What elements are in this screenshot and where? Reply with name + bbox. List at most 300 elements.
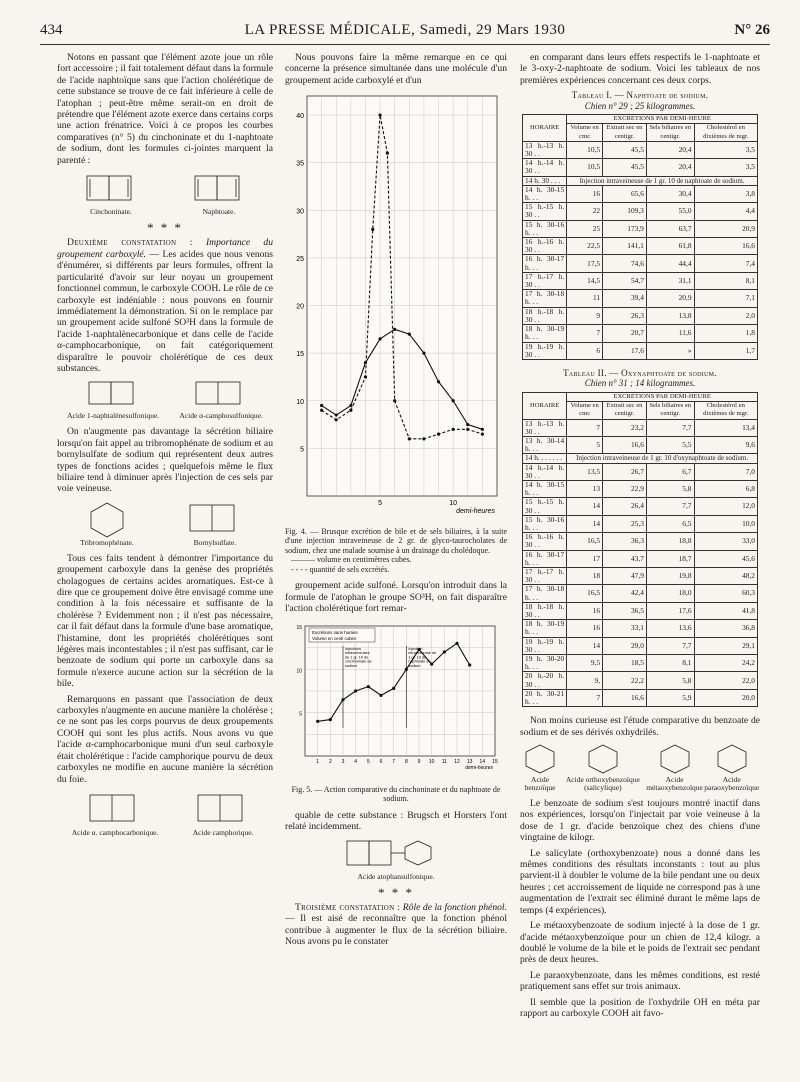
paragraph: Troisième constatation : Rôle de la fonction phénol. — Il est aisé de reconnaître que la fonction phénol contribue à augmenter le flux de la sécrétion biliaire. Nous avons pu le constater xyxy=(285,901,507,948)
cell-horaire: 13 h. 30-14 h. . . xyxy=(523,436,567,453)
data-point xyxy=(437,433,440,436)
data-point xyxy=(422,437,425,440)
legend-solid: ——— volume en centimètres cubes. xyxy=(285,555,412,565)
x-tick-label: 6 xyxy=(379,759,383,766)
data-point xyxy=(468,664,471,667)
formula-row xyxy=(285,837,507,881)
data-point xyxy=(481,428,484,431)
table-row xyxy=(523,672,758,689)
cell-value: 9 xyxy=(567,307,603,324)
cell-value: 6 xyxy=(567,342,603,359)
section-title: Troisième constatation : xyxy=(295,901,401,913)
y-tick-label: 40 xyxy=(296,113,304,121)
cell-horaire: 16 h. 30-17 h. . . xyxy=(523,550,567,567)
cell-value: 39,4 xyxy=(603,290,647,307)
cell-value: 26,3 xyxy=(603,307,647,324)
header-rule xyxy=(40,44,770,45)
cell-value: 3,8 xyxy=(694,185,757,202)
x-tick-label: 2 xyxy=(328,759,332,766)
y-tick-label: 35 xyxy=(296,160,304,168)
cell-value: 36,5 xyxy=(603,602,647,619)
table-row xyxy=(523,141,758,158)
cell-value: 7,0 xyxy=(694,463,757,480)
cell-value: 3,5 xyxy=(694,141,757,158)
column-1 xyxy=(57,52,273,843)
cell-value: 25 xyxy=(567,220,603,237)
data-point xyxy=(329,718,332,721)
cell-value: 22,5 xyxy=(567,238,603,255)
cell-horaire: 15 h. 30-16 h. . . xyxy=(523,515,567,532)
table-row xyxy=(523,159,758,176)
x-axis-label: demi-heures xyxy=(456,508,495,516)
table-row xyxy=(523,637,758,654)
cell-horaire: 15 h. 30-16 h. . . xyxy=(523,220,567,237)
x-tick-label: 1 xyxy=(316,759,320,766)
data-point xyxy=(335,418,338,421)
cell-value: 8,1 xyxy=(646,655,694,672)
cell-horaire: 13 h.-13 h. 30 . . xyxy=(523,141,567,158)
table-row xyxy=(523,620,758,637)
formula-camphoric: Acide camphorique. xyxy=(188,789,258,837)
cell-horaire: 17 h. 30-18 h. . . xyxy=(523,585,567,602)
column-2 xyxy=(285,52,507,952)
data-point xyxy=(349,404,352,407)
column-3 xyxy=(520,52,760,1023)
cell-value: 18,8 xyxy=(646,533,694,550)
y-tick-label: 15 xyxy=(296,351,304,359)
formula-row xyxy=(57,378,273,420)
cell-value: 7 xyxy=(567,325,603,342)
cell-value: 29,1 xyxy=(694,637,757,654)
x-tick-label: 7 xyxy=(392,759,396,766)
table-row xyxy=(523,567,758,584)
formula-row xyxy=(57,499,273,547)
cell-value: 45,5 xyxy=(603,159,647,176)
cell-horaire: 15 h.-15 h. 30 . . xyxy=(523,498,567,515)
table-row xyxy=(523,325,758,342)
cell-horaire: 18 h. 30-19 h. . . xyxy=(523,620,567,637)
data-point xyxy=(408,437,411,440)
table-1-caption: Tableau I. — Naphtoate de sodium. Chien n° 29 ; 25 kilogrammes. xyxy=(571,90,709,111)
col-header-cholesterol: Cholestérol en dixièmes de mgr. xyxy=(694,124,757,141)
table-row-injection xyxy=(523,454,758,463)
paragraph: Nous pouvons faire la même remarque en ce qui concerne la présence simultanée dans une molécule d'un groupement acide carboxylé et d'un xyxy=(285,52,507,86)
cell-value: 26,7 xyxy=(603,463,647,480)
cell-value: 2,0 xyxy=(694,307,757,324)
cell-value: 5,8 xyxy=(646,480,694,497)
legend-dashed: - - - - quantité de sels excrétés. xyxy=(285,564,390,574)
cell-value: 22 xyxy=(567,203,603,220)
cell-value: 31,1 xyxy=(646,272,694,289)
cell-value: 5,5 xyxy=(646,436,694,453)
formula-row xyxy=(520,742,760,792)
cell-horaire: 16 h.-16 h. 30 . . xyxy=(523,533,567,550)
cell-value: 20,0 xyxy=(694,689,757,706)
cell-value: 20,4 xyxy=(646,141,694,158)
cell-value: 20,9 xyxy=(694,220,757,237)
cell-horaire: 16 h. 30-17 h. . . xyxy=(523,255,567,272)
section-title: Deuxième constatation : xyxy=(67,237,193,249)
cell-value: 45,6 xyxy=(694,550,757,567)
cell-value: 47,9 xyxy=(603,567,647,584)
figure-5-caption: Fig. 5. — Action comparative du cinchoninate et du naphtoate de sodium. xyxy=(291,784,501,804)
cell-value: 74,6 xyxy=(603,255,647,272)
data-point xyxy=(466,423,469,426)
x-tick-label: 9 xyxy=(417,759,421,766)
data-point xyxy=(437,380,440,383)
cell-value: 18,0 xyxy=(646,585,694,602)
formula-row xyxy=(57,170,273,216)
cell-value: 10,0 xyxy=(694,515,757,532)
y-tick-label: 25 xyxy=(296,256,304,264)
cell-value: 22,9 xyxy=(603,480,647,497)
paragraph: Remarquons en passant que l'association de deux carboxyles n'augmente en aucune manière la cholérèse ; ce ne sont pas les corps pourvus de deux groupements COOH qui sont les plus actifs. Nous avons vu que l'acide α-camphocarbonique muni d'un seul carboxyle était cholérétique : l'acide camphorique pourvu de deux carboxyles ne modifie en aucune manière la sécrétion du foie. xyxy=(57,693,273,785)
data-point xyxy=(481,433,484,436)
annotation-text: Injection intraveineuse de 1 gr. 10 de naphtoate de sodium xyxy=(408,647,437,669)
annotation-text: Injections intraveineuses de 1 gr. 10 de cinchoninate de sodium xyxy=(345,647,372,669)
cell-value: 20,7 xyxy=(603,325,647,342)
paragraph: Le benzoate de sodium s'est toujours montré inactif dans nos expériences, lorsqu'on l'injectait par voie veineuse à la dose de 1 gr. d'acide benzoïque chez des chiens d'une vingtaine de kilogr. xyxy=(520,798,760,844)
cell-horaire: 17 h. 30-18 h. . . xyxy=(523,290,567,307)
figure-4-caption: Fig. 4. — Brusque excrétion de bile et de sels biliaires, à la suite d'une injection intraveineuse de 2 gr. de glyco-taurocholates de sodium, chez une malade soumise à un drainage du cholédoque. ——— volume en centimètres cubes. - - - - quantité de sels excrétés. xyxy=(285,526,507,574)
paragraph: Le paraoxybenzoate, dans les mêmes conditions, est resté pratiquement sans effet sur trois animaux. xyxy=(520,969,760,993)
cell-value: 17,5 xyxy=(567,255,603,272)
cell-value: 12,0 xyxy=(694,498,757,515)
formula-cinchoninate: Cinchoninate. xyxy=(81,170,141,216)
y-tick-label: 30 xyxy=(296,208,304,216)
data-point xyxy=(392,687,395,690)
cell-horaire: 14 h.-14 h. 30 . . xyxy=(523,463,567,480)
cell-horaire: 15 h.-15 h. 30 . . xyxy=(523,203,567,220)
data-point xyxy=(354,690,357,693)
cell-horaire: 20 h.-20 h. 30 . . xyxy=(523,672,567,689)
paragraph: groupement acide sulfoné. Lorsqu'on introduit dans la formule de l'atophan le groupe SO³H, on fait disparaître l'action cholérétique fort remar- xyxy=(285,580,507,614)
cell-value: 60,3 xyxy=(694,585,757,602)
y-tick-label: 20 xyxy=(296,303,304,311)
cell-value: 13,5 xyxy=(567,463,603,480)
cell-horaire: 20 h. 30-21 h. . . xyxy=(523,689,567,706)
x-tick-label: 8 xyxy=(404,759,408,766)
formula-metaoxybenzoic: Acide métaoxybenzoïque xyxy=(646,742,704,792)
cell-value: 10,5 xyxy=(567,159,603,176)
cell-value: 33,1 xyxy=(603,620,647,637)
formula-row xyxy=(57,789,273,837)
cell-value: 9, xyxy=(567,672,603,689)
cell-value: 141,1 xyxy=(603,238,647,255)
cell-value: 13,8 xyxy=(646,307,694,324)
table-row xyxy=(523,602,758,619)
cell-value: 9,6 xyxy=(694,436,757,453)
paragraph: Notons en passant que l'élément azote joue un rôle fort accessoire ; il fait totalement défaut dans la formule de l'acide naphtoïque sans que l'action cholérétique de cette substance se trouve de ce fait inférieure à celle de l'atophan ; peut-être même serait-on en droit de prétendre que l'élément azote exerce dans certains corps une action frénatrice. Voici à ce propos les courbes comparatives (n° 5) du cinchoninate et du 1-naphtoate de sodium, dont les formules ci-jointes marquent la parenté : xyxy=(57,52,273,166)
table-row xyxy=(523,498,758,515)
cell-value: 6,7 xyxy=(646,463,694,480)
cell-value: 63,7 xyxy=(646,220,694,237)
paragraph: Deuxième constatation : Importance du groupement carboxylé. — Les acides que nous venons d'énumérer, si différents par leurs formules, offrent la particularité d'avoir sur leur noyau un groupement fonctionnel commun, le carboxyle COOH. Le rôle de ce carboxyle est indéniable : nous pouvons en fournir immédiatement la démonstration. Si on le remplace par un groupement acide sulfoné SO³H dans la formule de l'acide 1-naphtalènecarbonique et dans celle de l'acide α-camphocarbonique, on fait catégoriquement disparaître le pouvoir cholérétique de ces deux substances. xyxy=(57,237,273,374)
cell-horaire: 16 h.-16 h. 30 . . xyxy=(523,238,567,255)
paragraph: Le métaoxybenzoate de sodium injecté à la dose de 1 gr. d'acide métaoxybenzoïque pour un chien de 12,4 kilogr. a doublé le volume de la bile et le poids de l'extrait sec pendant près de deux heures. xyxy=(520,920,760,966)
cell-value: 29,0 xyxy=(603,637,647,654)
cell-value: 14 xyxy=(567,637,603,654)
paragraph: Le salicylate (orthoxybenzoate) nous a donné dans les mêmes conditions des résultats inconstants : tout au plus parvient-il à doubler le volume de la bile pendant une ou deux heures ; cet accroissement de liquide ne correspond pas à une augmentation de l'extrait sec éliminé durant le même laps de temps (4 expériences). xyxy=(520,847,760,916)
cell-value: 6,5 xyxy=(646,515,694,532)
x-axis-label: demi-heures xyxy=(465,765,493,772)
cell-value: 17,6 xyxy=(603,342,647,359)
table-row xyxy=(523,585,758,602)
cell-value: 16,6 xyxy=(694,238,757,255)
cell-value: 13 xyxy=(567,480,603,497)
x-tick-label: 10 xyxy=(449,500,458,508)
data-point xyxy=(367,685,370,688)
data-point xyxy=(335,414,338,417)
cell-value: 7,7 xyxy=(646,498,694,515)
cell-value: 17 xyxy=(567,550,603,567)
cell-value: 65,6 xyxy=(603,185,647,202)
cell-value: 36,8 xyxy=(694,620,757,637)
cell-value: 7,4 xyxy=(694,255,757,272)
section-separator: * * * xyxy=(378,884,414,900)
x-tick-label: 5 xyxy=(366,759,370,766)
col-header-extrait: Extrait sec en centigr. xyxy=(603,124,647,141)
table-row xyxy=(523,307,758,324)
col-header-horaire: HORAIRE xyxy=(523,115,567,142)
table-row xyxy=(523,655,758,672)
table-row xyxy=(523,689,758,706)
y-tick-label: 15 xyxy=(296,625,302,632)
data-point xyxy=(320,409,323,412)
cell-value: 17,6 xyxy=(646,602,694,619)
cell-horaire: 18 h.-18 h. 30 . . xyxy=(523,307,567,324)
formula-benzoic: Acide benzoïque xyxy=(520,742,560,792)
legend-entry: Excrétions sans horaire xyxy=(312,630,358,636)
cell-horaire: 14 h. . . . . . . xyxy=(523,454,567,463)
cell-value: 173,9 xyxy=(603,220,647,237)
data-point xyxy=(455,642,458,645)
issue-number: N° 26 xyxy=(734,22,770,38)
formula-bornylsulfate: Bornylsulfate. xyxy=(180,499,250,547)
cell-value: 7,1 xyxy=(694,290,757,307)
cell-value: 33,0 xyxy=(694,533,757,550)
cell-value: 5,8 xyxy=(646,672,694,689)
data-point xyxy=(408,333,411,336)
cell-value: 5,9 xyxy=(646,689,694,706)
table-2-caption: Tableau II. — Oxynaphtoate de sodium. Chien n° 31 ; 14 kilogrammes. xyxy=(563,367,717,389)
col-header-group: EXCRÉTIONS PAR DEMI-HEURE xyxy=(567,115,758,124)
table-row-injection xyxy=(523,176,758,185)
cell-injection-note: Injection intraveineuse de 1 gr. 10 de naphtoate de sodium. xyxy=(567,176,758,185)
cell-value: 22,2 xyxy=(603,672,647,689)
cell-value: 3,5 xyxy=(694,159,757,176)
cell-horaire: 14 h. 30-15 h. . . xyxy=(523,185,567,202)
cell-value: 109,3 xyxy=(603,203,647,220)
cell-value: 7,7 xyxy=(646,419,694,436)
table-row xyxy=(523,185,758,202)
section-subtitle: Importance du groupement carboxylé. xyxy=(57,237,273,260)
table-2 xyxy=(522,392,758,707)
table-row xyxy=(523,515,758,532)
formula-camphosulfonic: Acide α-camphosulfonique. xyxy=(179,378,263,420)
cell-value: 19,8 xyxy=(646,567,694,584)
cell-value: 41,8 xyxy=(694,602,757,619)
col-header-cholesterol: Cholestérol en dixièmes de mgr. xyxy=(694,402,757,419)
cell-horaire: 19 h. 30-20 h. . . xyxy=(523,655,567,672)
cell-horaire: 19 h.-19 h. 30 . . xyxy=(523,342,567,359)
table-row xyxy=(523,238,758,255)
formula-orthoxybenzoic: Acide orthoxybenzoïque (salicylique) xyxy=(560,742,646,792)
cell-value: 16,6 xyxy=(603,689,647,706)
cell-value: 14 xyxy=(567,498,603,515)
data-point xyxy=(378,114,381,117)
col-header-extrait: Extrait sec en centigr. xyxy=(603,402,647,419)
y-tick-label: 10 xyxy=(296,668,302,675)
cell-value: 36,3 xyxy=(603,533,647,550)
cell-value: 22,0 xyxy=(694,672,757,689)
table-row xyxy=(523,550,758,567)
table-row xyxy=(523,436,758,453)
col-header-volume: Volume en cmc xyxy=(567,402,603,419)
cell-value: 11,6 xyxy=(646,325,694,342)
cell-horaire: 14 h. 30-15 h. . . xyxy=(523,480,567,497)
col-header-horaire: HORAIRE xyxy=(523,392,567,419)
y-tick-label: 10 xyxy=(296,398,304,406)
cell-value: 4,4 xyxy=(694,203,757,220)
cell-horaire: 13 h.-13 h. 30 . . xyxy=(523,419,567,436)
cell-value: 18 xyxy=(567,567,603,584)
data-point xyxy=(452,428,455,431)
table-row xyxy=(523,463,758,480)
cell-value: 11 xyxy=(567,290,603,307)
x-tick-label: 14 xyxy=(479,759,486,766)
cell-horaire: 14 h. 30 . . . xyxy=(523,176,567,185)
cell-value: 16,6 xyxy=(603,436,647,453)
cell-value: 16 xyxy=(567,185,603,202)
cell-value: 7,7 xyxy=(646,637,694,654)
cell-horaire: 19 h.-19 h. 30 . . xyxy=(523,637,567,654)
x-tick-label: 10 xyxy=(428,759,435,766)
data-point xyxy=(320,404,323,407)
cell-value: 14,5 xyxy=(567,272,603,289)
cell-value: 13,4 xyxy=(694,419,757,436)
data-point xyxy=(316,720,319,723)
cell-value: 43,7 xyxy=(603,550,647,567)
table-row xyxy=(523,342,758,359)
paragraph: Tous ces faits tendent à démontrer l'importance du groupement carboxyle dans la genèse des propriétés cholagogues de certains acides aromatiques. Est-ce à dire que ce groupement doive être envisagé comme une condition à la fois nécessaire et suffisante de la cholérèse ? Evidemment non ; il n'est pas nécessaire, car il fait défaut dans la formule d'une base aromatique, l'histamine, dont les propriétés cholérétiques sont légères mais incontestables ; il n'est pas suffisant, car le benzoate de sodium qui porte un carboxyle dans sa formule n'exerce aucune action sur la sécrétion de la bile. xyxy=(57,552,273,690)
cell-value: 45,5 xyxy=(603,141,647,158)
data-point xyxy=(371,228,374,231)
data-point xyxy=(379,694,382,697)
data-point xyxy=(349,409,352,412)
x-tick-label: 5 xyxy=(378,500,383,508)
x-tick-label: 12 xyxy=(454,759,460,766)
table-row xyxy=(523,203,758,220)
plot-area xyxy=(307,96,497,496)
data-point xyxy=(430,663,433,666)
table-1 xyxy=(522,114,758,360)
cell-value: 7 xyxy=(567,689,603,706)
cell-value: 1,7 xyxy=(694,342,757,359)
x-tick-label: 15 xyxy=(492,759,498,766)
cell-value: 16,5 xyxy=(567,533,603,550)
formula-naphtoate: Naphtoate. xyxy=(189,170,249,216)
cell-value: 20,4 xyxy=(646,159,694,176)
col-header-sels: Sels biliaires en centigr. xyxy=(646,124,694,141)
table-row xyxy=(523,290,758,307)
journal-title: LA PRESSE MÉDICALE, Samedi, 29 Mars 1930 xyxy=(244,22,566,38)
cell-value: 8,1 xyxy=(694,272,757,289)
data-point xyxy=(466,428,469,431)
cell-horaire: 18 h.-18 h. 30 . . xyxy=(523,602,567,619)
data-point xyxy=(386,152,389,155)
cell-value: 1,8 xyxy=(694,325,757,342)
x-tick-label: 13 xyxy=(466,759,473,766)
cell-value: 23,2 xyxy=(603,419,647,436)
table-row xyxy=(523,480,758,497)
cell-value: 16 xyxy=(567,602,603,619)
cell-horaire: 18 h. 30-19 h. . . xyxy=(523,325,567,342)
data-point xyxy=(443,651,446,654)
legend-entry: Volume en centi cubes xyxy=(312,636,357,642)
x-tick-label: 11 xyxy=(441,759,447,766)
paragraph: Non moins curieuse est l'étude comparative du benzoate de sodium et de ses dérivés oxhydrilés. xyxy=(520,715,760,738)
table-row xyxy=(523,533,758,550)
cell-injection-note: Injection intraveineuse de 1 gr. 10 d'oxynaphtoate de sodium. xyxy=(567,454,758,463)
section-subtitle: Rôle de la fonction phénol. xyxy=(402,901,507,913)
section-separator: * * * xyxy=(147,220,183,236)
figure-4-chart xyxy=(285,90,507,520)
y-tick-label: 5 xyxy=(299,712,302,719)
col-header-group: EXCRÉTIONS PAR DEMI-HEURE xyxy=(567,392,758,401)
page-number: 434 xyxy=(40,22,63,38)
page-header xyxy=(40,22,770,42)
cell-value: 54,7 xyxy=(603,272,647,289)
cell-value: 55,0 xyxy=(646,203,694,220)
paragraph: On n'augmente pas davantage la sécrétion biliaire lorsqu'on fait appel au tribromophénate de sodium et au bornylsulfate de sodium qui représentent deux autres types de fonctions acides ; quelquefois même le flux biliaire tend à diminuer après l'injection de ces sels par voie veineuse. xyxy=(57,426,273,495)
cell-value: 16,5 xyxy=(567,585,603,602)
cell-value: 7 xyxy=(567,419,603,436)
cell-value: 48,2 xyxy=(694,567,757,584)
data-point xyxy=(452,399,455,402)
cell-value: 16 xyxy=(567,620,603,637)
formula-naphthalenesulfonic: Acide 1-naphtalènesulfonique. xyxy=(67,378,159,420)
table-row xyxy=(523,220,758,237)
cell-value: 6,8 xyxy=(694,480,757,497)
formula-paraoxybenzoic: Acide paraoxybenzoïque xyxy=(703,742,760,792)
cell-value: » xyxy=(646,342,694,359)
paragraph: quable de cette substance : Brugsch et Horsters l'ont relaté incidemment. xyxy=(285,809,507,833)
table-row xyxy=(523,255,758,272)
data-point xyxy=(378,337,381,340)
figure-5-chart xyxy=(285,618,507,778)
cell-horaire: 17 h.-17 h. 30 . . xyxy=(523,272,567,289)
table-row xyxy=(523,419,758,436)
cell-value: 25,3 xyxy=(603,515,647,532)
cell-horaire: 17 h.-17 h. 30 . . xyxy=(523,567,567,584)
data-point xyxy=(393,328,396,331)
col-header-volume: Volume en cmc xyxy=(567,124,603,141)
x-tick-label: 3 xyxy=(341,759,345,766)
cell-value: 30,4 xyxy=(646,185,694,202)
cell-value: 18,7 xyxy=(646,550,694,567)
formula-tribromophenate: Tribromophénate. xyxy=(80,499,134,547)
x-tick-label: 4 xyxy=(354,759,358,766)
data-point xyxy=(393,399,396,402)
cell-value: 61,8 xyxy=(646,238,694,255)
cell-value: 44,4 xyxy=(646,255,694,272)
data-point xyxy=(422,352,425,355)
paragraph: en comparant dans leurs effets respectifs le 1-naphtoate et le 3-oxy-2-naphtoate de sodium. Voici les tableaux de nos premières expériences concernant ces deux corps. xyxy=(520,52,760,86)
cell-value: 9,5 xyxy=(567,655,603,672)
cell-value: 20,9 xyxy=(646,290,694,307)
table-row xyxy=(523,272,758,289)
